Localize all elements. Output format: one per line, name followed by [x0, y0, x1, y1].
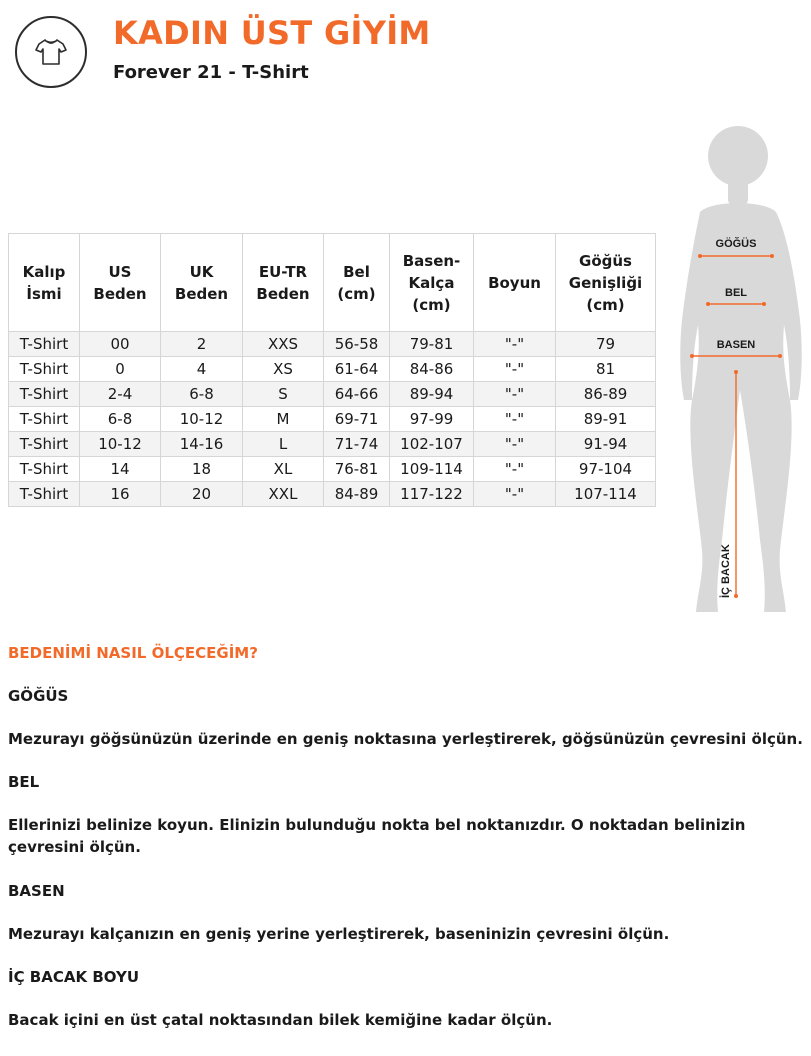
hip-instructions: Mezurayı kalçanızın en geniş yerine yerleştirerek, baseninizin çevresini ölçün.	[8, 925, 670, 943]
cell-eu-tr-size: XS	[243, 357, 324, 382]
waist-instructions: Ellerinizi belinize koyun. Elinizin bulunduğu nokta bel noktanızdır. O noktadan belinizin çevresini ölçün.	[8, 816, 746, 856]
page-title: KADIN ÜST GİYİM	[113, 14, 431, 52]
cell-eu-tr-size: XXS	[243, 332, 324, 357]
cell-uk-size: 18	[161, 457, 243, 482]
cell-us-size: 6-8	[80, 407, 161, 432]
table-row	[9, 332, 656, 357]
cell-waist: 71-74	[324, 432, 390, 457]
cell-neck: "-"	[474, 457, 556, 482]
cell-fit-name: T-Shirt	[9, 432, 80, 457]
cell-neck: "-"	[474, 332, 556, 357]
column-header-us-size: US Beden	[80, 234, 161, 332]
cell-us-size: 00	[80, 332, 161, 357]
cell-us-size: 14	[80, 457, 161, 482]
body-silhouette	[680, 126, 801, 612]
table-row	[9, 382, 656, 407]
cell-fit-name: T-Shirt	[9, 407, 80, 432]
cell-chest-width: 107-114	[556, 482, 656, 507]
cell-uk-size: 14-16	[161, 432, 243, 457]
cell-us-size: 10-12	[80, 432, 161, 457]
column-header-fit-name: Kalıp İsmi	[9, 234, 80, 332]
cell-neck: "-"	[474, 382, 556, 407]
column-header-neck: Boyun	[474, 234, 556, 332]
cell-fit-name: T-Shirt	[9, 357, 80, 382]
tshirt-icon	[33, 34, 69, 70]
cell-chest-width: 79	[556, 332, 656, 357]
cell-chest-width: 89-91	[556, 407, 656, 432]
cell-eu-tr-size: L	[243, 432, 324, 457]
cell-hip: 97-99	[390, 407, 474, 432]
chest-instructions: Mezurayı göğsünüzün üzerinde en geniş noktasına yerleştirerek, göğsünüzün çevresini ölçün.	[8, 730, 803, 748]
cell-eu-tr-size: S	[243, 382, 324, 407]
category-icon-circle	[15, 16, 87, 88]
table-row	[9, 482, 656, 507]
body-measurement-figure	[672, 120, 808, 620]
cell-eu-tr-size: XL	[243, 457, 324, 482]
waist-heading: BEL	[8, 773, 40, 791]
column-header-eu-tr-size: EU-TR Beden	[243, 234, 324, 332]
cell-uk-size: 10-12	[161, 407, 243, 432]
inseam-label: İÇ BACAK	[720, 544, 732, 598]
column-header-waist: Bel (cm)	[324, 234, 390, 332]
cell-us-size: 0	[80, 357, 161, 382]
cell-chest-width: 97-104	[556, 457, 656, 482]
column-header-chest-width: Göğüs Genişliği (cm)	[556, 234, 656, 332]
chest-heading: GÖĞÜS	[8, 687, 69, 705]
inseam-instructions: Bacak içini en üst çatal noktasından bilek kemiğine kadar ölçün.	[8, 1011, 553, 1029]
table-row	[9, 457, 656, 482]
cell-waist: 56-58	[324, 332, 390, 357]
table-header-row	[9, 234, 656, 332]
cell-neck: "-"	[474, 357, 556, 382]
cell-uk-size: 20	[161, 482, 243, 507]
cell-us-size: 2-4	[80, 382, 161, 407]
cell-uk-size: 4	[161, 357, 243, 382]
cell-waist: 61-64	[324, 357, 390, 382]
cell-uk-size: 6-8	[161, 382, 243, 407]
chest-label: GÖĞÜS	[715, 238, 757, 250]
cell-uk-size: 2	[161, 332, 243, 357]
cell-hip: 89-94	[390, 382, 474, 407]
column-header-uk-size: UK Beden	[161, 234, 243, 332]
cell-chest-width: 91-94	[556, 432, 656, 457]
hip-heading: BASEN	[8, 882, 65, 900]
table-row	[9, 432, 656, 457]
cell-chest-width: 81	[556, 357, 656, 382]
column-header-hip: Basen- Kalça (cm)	[390, 234, 474, 332]
cell-hip: 102-107	[390, 432, 474, 457]
cell-hip: 84-86	[390, 357, 474, 382]
measurement-guide	[8, 642, 803, 1052]
inseam-heading: İÇ BACAK BOYU	[8, 968, 140, 986]
hip-label: BASEN	[716, 339, 756, 351]
cell-neck: "-"	[474, 432, 556, 457]
cell-eu-tr-size: XXL	[243, 482, 324, 507]
table-row	[9, 357, 656, 382]
cell-fit-name: T-Shirt	[9, 457, 80, 482]
cell-hip: 117-122	[390, 482, 474, 507]
cell-us-size: 16	[80, 482, 161, 507]
cell-fit-name: T-Shirt	[9, 482, 80, 507]
cell-chest-width: 86-89	[556, 382, 656, 407]
cell-fit-name: T-Shirt	[9, 382, 80, 407]
cell-waist: 69-71	[324, 407, 390, 432]
cell-waist: 84-89	[324, 482, 390, 507]
cell-waist: 76-81	[324, 457, 390, 482]
cell-fit-name: T-Shirt	[9, 332, 80, 357]
cell-neck: "-"	[474, 407, 556, 432]
cell-hip: 109-114	[390, 457, 474, 482]
cell-waist: 64-66	[324, 382, 390, 407]
waist-label: BEL	[725, 287, 747, 299]
table-row	[9, 407, 656, 432]
cell-hip: 79-81	[390, 332, 474, 357]
cell-eu-tr-size: M	[243, 407, 324, 432]
size-table	[8, 233, 656, 507]
guide-question: BEDENİMİ NASIL ÖLÇECEĞİM?	[8, 644, 258, 662]
cell-neck: "-"	[474, 482, 556, 507]
page-subtitle: Forever 21 - T-Shirt	[113, 62, 309, 83]
